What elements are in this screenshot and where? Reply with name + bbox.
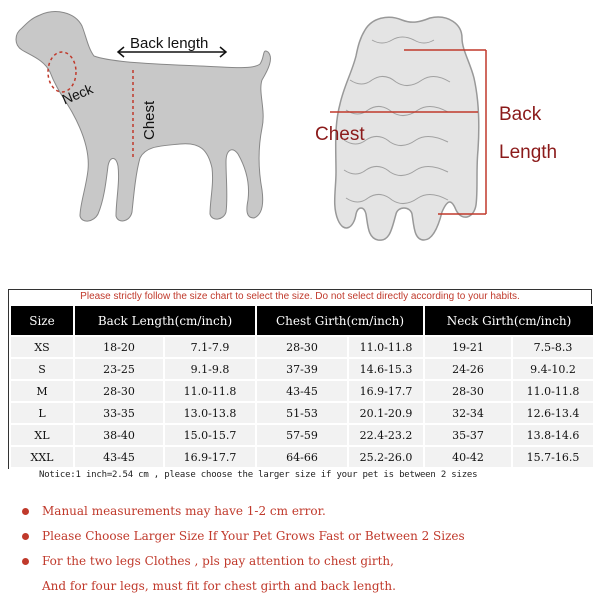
neck-cm-cell: 40-42 [424, 446, 512, 468]
neck-in-cell: 11.0-11.8 [512, 380, 594, 402]
chest-cm-cell: 43-45 [256, 380, 348, 402]
size-chart [8, 289, 592, 480]
size-warning: Please strictly follow the size chart to select the size. Do not select directly according to your habits. [80, 291, 520, 302]
list-item [20, 526, 590, 551]
back-cm-cell: 43-45 [74, 446, 164, 468]
header-chest-girth: Chest Girth(cm/inch) [256, 305, 424, 336]
size-cell: XS [10, 336, 74, 358]
note-text: Please Choose Larger Size If Your Pet Grows Fast or Between 2 Sizes [42, 529, 465, 543]
back-in-cell: 15.0-15.7 [164, 424, 256, 446]
header-size: Size [10, 305, 74, 336]
list-item [20, 576, 590, 601]
bullet-icon [22, 508, 29, 515]
table-row [10, 402, 594, 424]
neck-cm-cell: 19-21 [424, 336, 512, 358]
table-row [10, 446, 594, 468]
back-in-cell: 16.9-17.7 [164, 446, 256, 468]
coat-back-label: Back [499, 104, 542, 125]
chest-cm-cell: 37-39 [256, 358, 348, 380]
measurement-illustration [0, 0, 600, 285]
size-notice: Notice:1 inch=2.54 cm , please choose the larger size if your pet is between 2 sizes [39, 470, 478, 480]
neck-in-cell: 9.4-10.2 [512, 358, 594, 380]
neck-cm-cell: 32-34 [424, 402, 512, 424]
list-item [20, 501, 590, 526]
note-text: And for four legs, must fit for chest girth and back length. [42, 579, 396, 593]
list-item [20, 551, 590, 576]
neck-cm-cell: 28-30 [424, 380, 512, 402]
dog-back-length-label: Back length [130, 35, 209, 52]
chest-in-cell: 11.0-11.8 [348, 336, 424, 358]
bullet-icon [22, 533, 29, 540]
chest-cm-cell: 28-30 [256, 336, 348, 358]
table-row [10, 336, 594, 358]
dog-chest-label: Chest [141, 100, 158, 140]
header-neck-girth: Neck Girth(cm/inch) [424, 305, 594, 336]
back-in-cell: 7.1-7.9 [164, 336, 256, 358]
neck-in-cell: 13.8-14.6 [512, 424, 594, 446]
chest-cm-cell: 64-66 [256, 446, 348, 468]
chest-in-cell: 20.1-20.9 [348, 402, 424, 424]
chest-in-cell: 25.2-26.0 [348, 446, 424, 468]
table-header-row [10, 305, 594, 336]
chest-cm-cell: 51-53 [256, 402, 348, 424]
size-cell: M [10, 380, 74, 402]
notes-list [20, 501, 590, 601]
dog-neck-label: Neck [59, 80, 96, 108]
back-in-cell: 9.1-9.8 [164, 358, 256, 380]
neck-in-cell: 12.6-13.4 [512, 402, 594, 424]
table-row [10, 358, 594, 380]
back-in-cell: 11.0-11.8 [164, 380, 256, 402]
size-cell: XL [10, 424, 74, 446]
size-table [9, 304, 595, 469]
size-cell: S [10, 358, 74, 380]
back-cm-cell: 33-35 [74, 402, 164, 424]
back-cm-cell: 23-25 [74, 358, 164, 380]
chest-in-cell: 22.4-23.2 [348, 424, 424, 446]
size-cell: L [10, 402, 74, 424]
back-in-cell: 13.0-13.8 [164, 402, 256, 424]
back-cm-cell: 28-30 [74, 380, 164, 402]
coat-chest-label: Chest [315, 124, 365, 145]
neck-cm-cell: 35-37 [424, 424, 512, 446]
coat-length-label: Length [499, 142, 558, 163]
header-back-length: Back Length(cm/inch) [74, 305, 256, 336]
chest-cm-cell: 57-59 [256, 424, 348, 446]
bullet-icon [22, 558, 29, 565]
chest-in-cell: 16.9-17.7 [348, 380, 424, 402]
table-row [10, 380, 594, 402]
back-cm-cell: 18-20 [74, 336, 164, 358]
note-text: For the two legs Clothes , pls pay attention to chest girth, [42, 554, 394, 568]
chest-in-cell: 14.6-15.3 [348, 358, 424, 380]
neck-in-cell: 15.7-16.5 [512, 446, 594, 468]
neck-cm-cell: 24-26 [424, 358, 512, 380]
back-cm-cell: 38-40 [74, 424, 164, 446]
note-text: Manual measurements may have 1-2 cm error. [42, 504, 326, 518]
table-row [10, 424, 594, 446]
size-cell: XXL [10, 446, 74, 468]
neck-in-cell: 7.5-8.3 [512, 336, 594, 358]
